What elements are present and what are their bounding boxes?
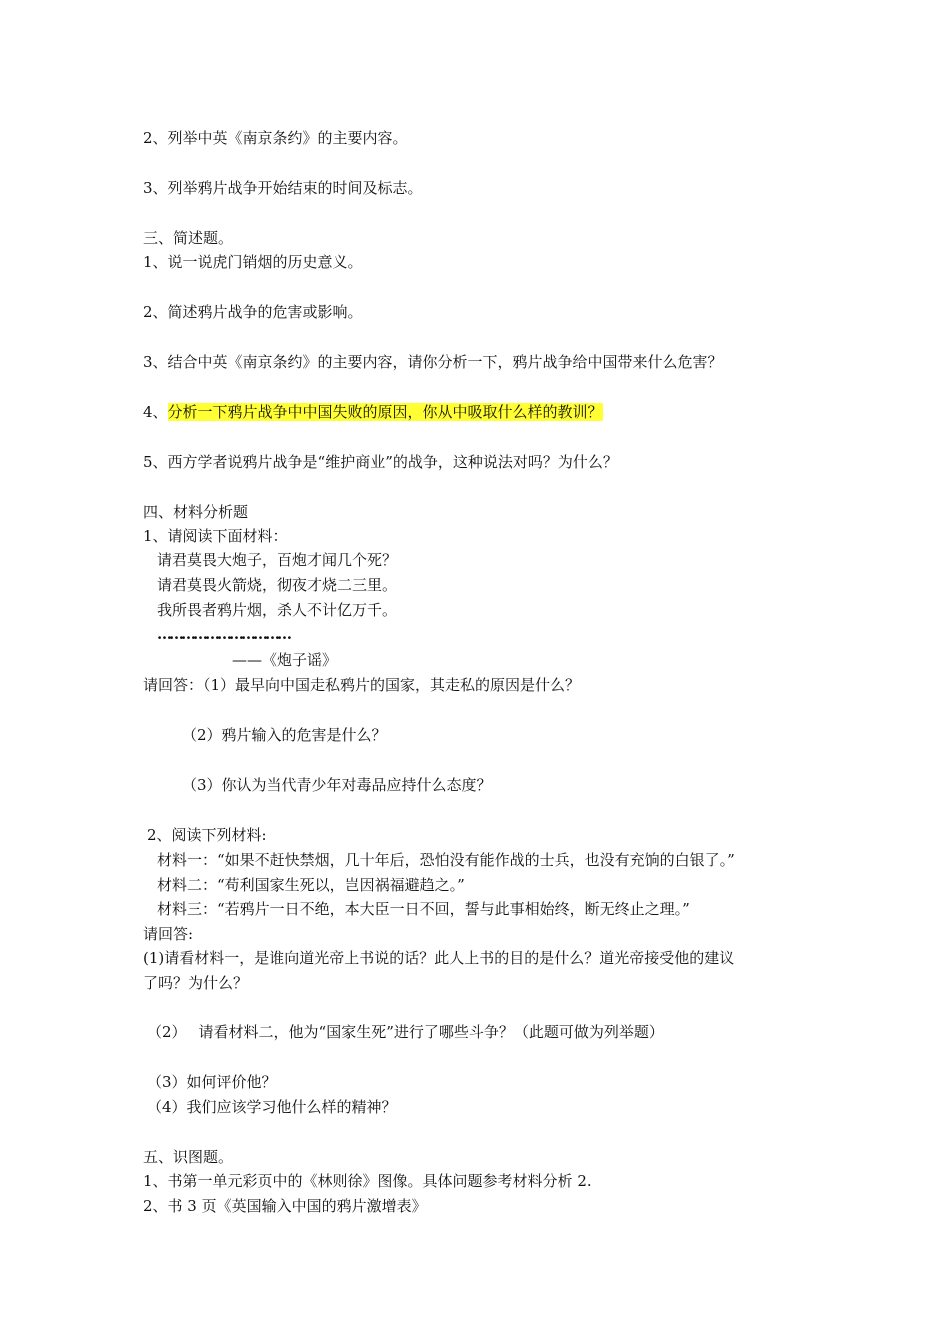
question-5-1: 1、书第一单元彩页中的《林则徐》图像。具体问题参考材料分析 2. — [143, 1172, 592, 1190]
highlighted-text: 分析一下鸦片战争中中国失败的原因，你从中吸取什么样的教训？ — [167, 403, 603, 421]
question-4-1-part-2: （2）鸦片输入的危害是什么？ — [182, 726, 387, 744]
material-2: 材料二：“苟利国家生死以，岂因祸福避趋之。” — [157, 876, 465, 894]
material-1: 材料一：“如果不赶快禁烟，几十年后，恐怕没有能作战的士兵，也没有充饷的白银了。” — [157, 851, 735, 869]
section-5-title: 五、识图题。 — [143, 1148, 234, 1166]
question-4-2-part-2 — [147, 1022, 664, 1042]
question-4-2-part-2-number: （2） — [147, 1023, 187, 1041]
question-5-2: 2、书 3 页《英国输入中国的鸦片激增表》 — [143, 1197, 427, 1215]
question-3-4 — [143, 402, 603, 422]
question-4-2-part-1: (1)请看材料一，是谁向道光帝上书说的话？此人上书的目的是什么？道光帝接受他的建议 — [143, 949, 735, 967]
question-2-1: 2、列举中英《南京条约》的主要内容。 — [143, 129, 408, 147]
question-3-4-number: 4、 — [143, 403, 168, 421]
section-4-title: 四、材料分析题 — [143, 503, 249, 521]
question-4-1-part-3: （3）你认为当代青少年对毒品应持什么态度？ — [182, 776, 492, 794]
question-3-5: 5、西方学者说鸦片战争是“维护商业”的战争，这种说法对吗？为什么？ — [143, 453, 618, 471]
poem-source: ——《炮子谣》 — [232, 651, 338, 669]
poem-line-1: 请君莫畏大炮子，百炮才闻几个死？ — [157, 551, 398, 569]
question-4-2-part-2-text: 请看材料二，他为“国家生死”进行了哪些斗争？（此题可做为列举题） — [198, 1023, 664, 1041]
question-3-2: 2、简述鸦片战争的危害或影响。 — [143, 303, 363, 321]
question-3-1: 1、说一说虎门销烟的历史意义。 — [143, 253, 363, 271]
poem-line-2: 请君莫畏火箭烧，彻夜才烧二三里。 — [157, 576, 398, 594]
answer-prompt: 请回答: — [143, 925, 194, 943]
poem-ellipsis: …………………………… — [157, 625, 289, 643]
question-4-2: 2、阅读下列材料: — [147, 826, 267, 844]
section-3-title: 三、简述题。 — [143, 229, 234, 247]
question-4-1-part-1: 请回答：（1）最早向中国走私鸦片的国家，其走私的原因是什么？ — [143, 676, 581, 694]
question-4-1: 1、请阅读下面材料： — [143, 527, 288, 545]
question-4-2-part-1-cont: 了吗？为什么？ — [143, 974, 249, 992]
question-3-3: 3、结合中英《南京条约》的主要内容，请你分析一下，鸦片战争给中国带来什么危害？ — [143, 353, 723, 371]
question-4-2-part-3: （3）如何评价他？ — [147, 1073, 277, 1091]
question-2-2: 3、列举鸦片战争开始结束的时间及标志。 — [143, 179, 423, 197]
poem-line-3: 我所畏者鸦片烟，杀人不计亿万千。 — [157, 601, 398, 619]
question-4-2-part-4: （4）我们应该学习他什么样的精神？ — [147, 1098, 397, 1116]
material-3: 材料三：“若鸦片一日不绝，本大臣一日不回，誓与此事相始终，断无终止之理。” — [157, 900, 690, 918]
